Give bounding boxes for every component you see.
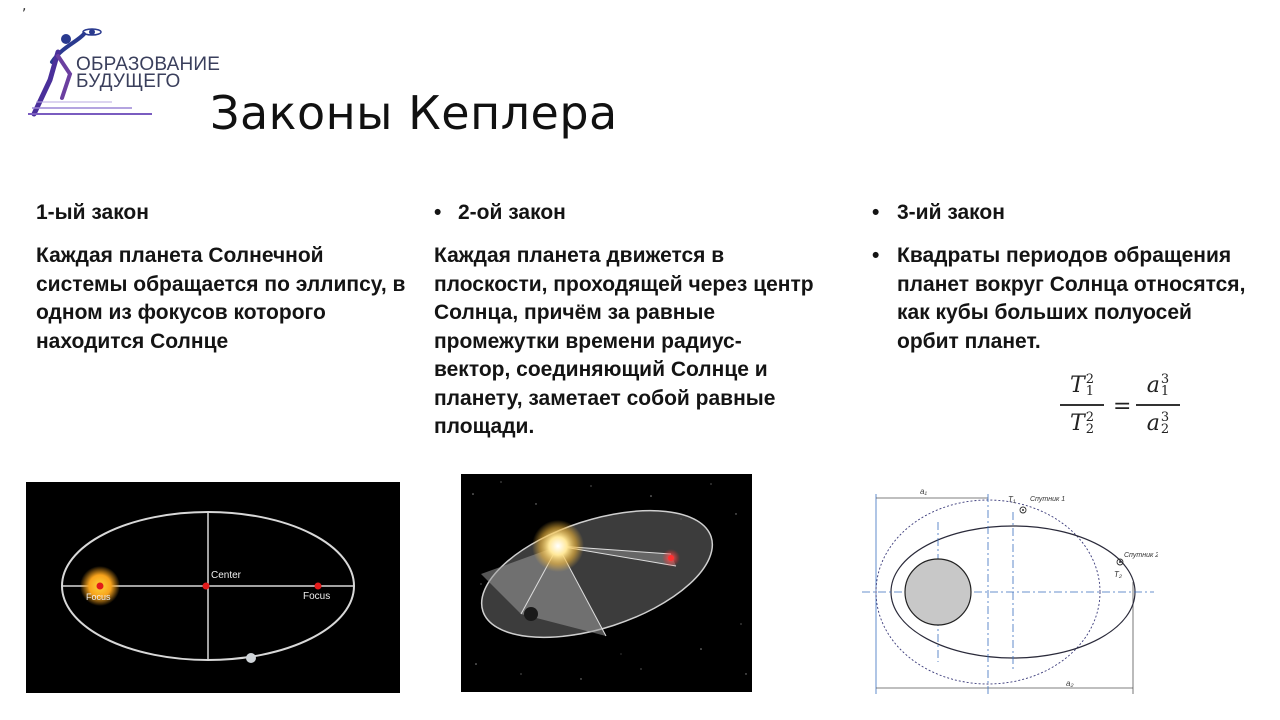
logo-line-1: ОБРАЗОВАНИЕ xyxy=(76,54,221,75)
planet-icon xyxy=(246,653,256,663)
satellite-1-label: Спутник 1 xyxy=(1030,496,1066,503)
third-law-orbits-diagram xyxy=(858,482,1158,696)
law2-bullet: • xyxy=(434,201,442,224)
law1-text: Каждая планета Солнечной системы обращается по эллипсу, в одном из фокусов которого находится Солнце xyxy=(36,244,406,353)
law1-heading: 1-ый закон xyxy=(36,201,149,224)
formula-lhs-num-sub: 1 xyxy=(1085,384,1094,399)
t2-label: T₂ xyxy=(1114,570,1122,579)
formula-rhs-den-sup: 3 xyxy=(1160,409,1170,425)
a2-label: a₂ xyxy=(1066,679,1074,688)
first-law-ellipse-diagram xyxy=(26,482,400,693)
focus-right-label: Focus xyxy=(303,591,331,602)
second-law-area-diagram xyxy=(461,474,752,692)
law2-heading: 2-ой закон xyxy=(458,201,566,224)
corner-mark: , xyxy=(22,0,27,14)
law3-heading: 3-ий закон xyxy=(897,201,1005,224)
planet-icon xyxy=(905,559,971,625)
formula-lhs-den: T xyxy=(1070,410,1085,436)
formula-lhs-den-sup: 2 xyxy=(1085,409,1094,425)
formula-rhs-fraction xyxy=(1136,370,1180,440)
formula-lhs-den-sub: 2 xyxy=(1085,421,1094,437)
logo-wordmark xyxy=(76,56,220,90)
formula-rhs-den-sub: 2 xyxy=(1160,421,1170,437)
sun-icon xyxy=(532,520,584,572)
formula-rhs-num-sub: 1 xyxy=(1160,384,1170,399)
formula-rhs-num: a xyxy=(1146,373,1160,398)
law3-text: Квадраты периодов обращения планет вокруг Солнца относятся, как кубы больших полуосей орбит планет. xyxy=(897,244,1246,353)
law2-text: Каждая планета движется в плоскости, проходящей через центр Солнца, причём за равные промежутки времени радиус-вектор, соединяющий Солнце и планету, заметает собой равные площади. xyxy=(434,244,814,438)
formula-lhs-num-sup: 2 xyxy=(1085,372,1094,387)
law3-bullet: • xyxy=(872,201,880,224)
kepler-third-law-formula xyxy=(1060,370,1180,450)
law3-text-bullet: • xyxy=(872,244,880,267)
focus-left-label: Focus xyxy=(86,592,111,602)
formula-equals: = xyxy=(1113,394,1132,419)
satellite-2-label: Спутник 2 xyxy=(1124,552,1158,559)
formula-lhs-fraction xyxy=(1060,370,1104,440)
center-label: Center xyxy=(211,570,242,581)
t1-label: T₁ xyxy=(1008,495,1016,504)
formula-rhs-den: a xyxy=(1146,410,1160,436)
page-title: Законы Кеплера xyxy=(210,86,618,140)
logo-line-2: БУДУЩЕГО xyxy=(76,71,181,92)
a1-label: a₁ xyxy=(920,487,927,496)
formula-rhs-num-sup: 3 xyxy=(1160,372,1170,387)
formula-lhs-num: T xyxy=(1070,373,1085,398)
